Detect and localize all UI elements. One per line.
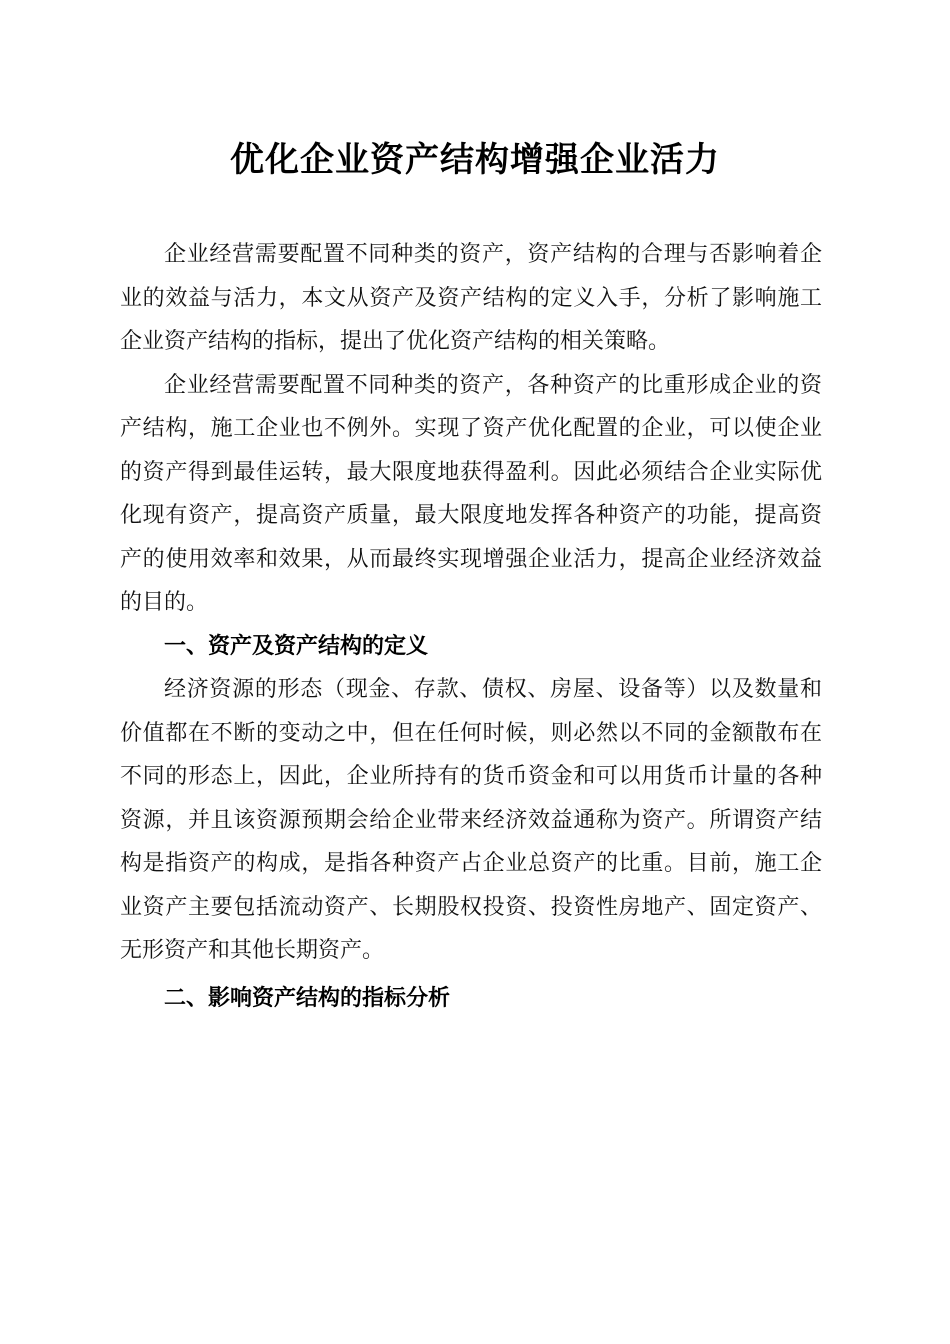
section-heading-definition: 一、资产及资产结构的定义: [164, 633, 429, 659]
document-body: [120, 233, 822, 1020]
definition-paragraph: 经济资源的形态（现金、存款、债权、房屋、设备等）以及数量和价值都在不断的变动之中，但在任何时候，则必然以不同的金额散布在不同的形态上，因此，企业所持有的货币资金和可以用货币计量的各种资源，并且该资源预期会给企业带来经济效益通称为资产。所谓资产结构是指资产的构成，是指各种资产占企业总资产的比重。目前，施工企业资产主要包括流动资产、长期股权投资、投资性房地产、固定资产、无形资产和其他长期资产。: [120, 677, 822, 963]
abstract-paragraph: 企业经营需要配置不同种类的资产，资产结构的合理与否影响着企业的效益与活力，本文从资产及资产结构的定义入手，分析了影响施工企业资产结构的指标，提出了优化资产结构的相关策略。: [120, 242, 822, 354]
intro-paragraph: 企业经营需要配置不同种类的资产，各种资产的比重形成企业的资产结构，施工企业也不例外。实现了资产优化配置的企业，可以使企业的资产得到最佳运转，最大限度地获得盈利。因此必须结合企业实际优化现有资产，提高资产质量，最大限度地发挥各种资产的功能，提高资产的使用效率和效果，从而最终实现增强企业活力，提高企业经济效益的目的。: [120, 372, 822, 615]
section-heading-indicators: 二、影响资产结构的指标分析: [164, 985, 451, 1011]
document-title: 优化企业资产结构增强企业活力: [230, 140, 720, 180]
